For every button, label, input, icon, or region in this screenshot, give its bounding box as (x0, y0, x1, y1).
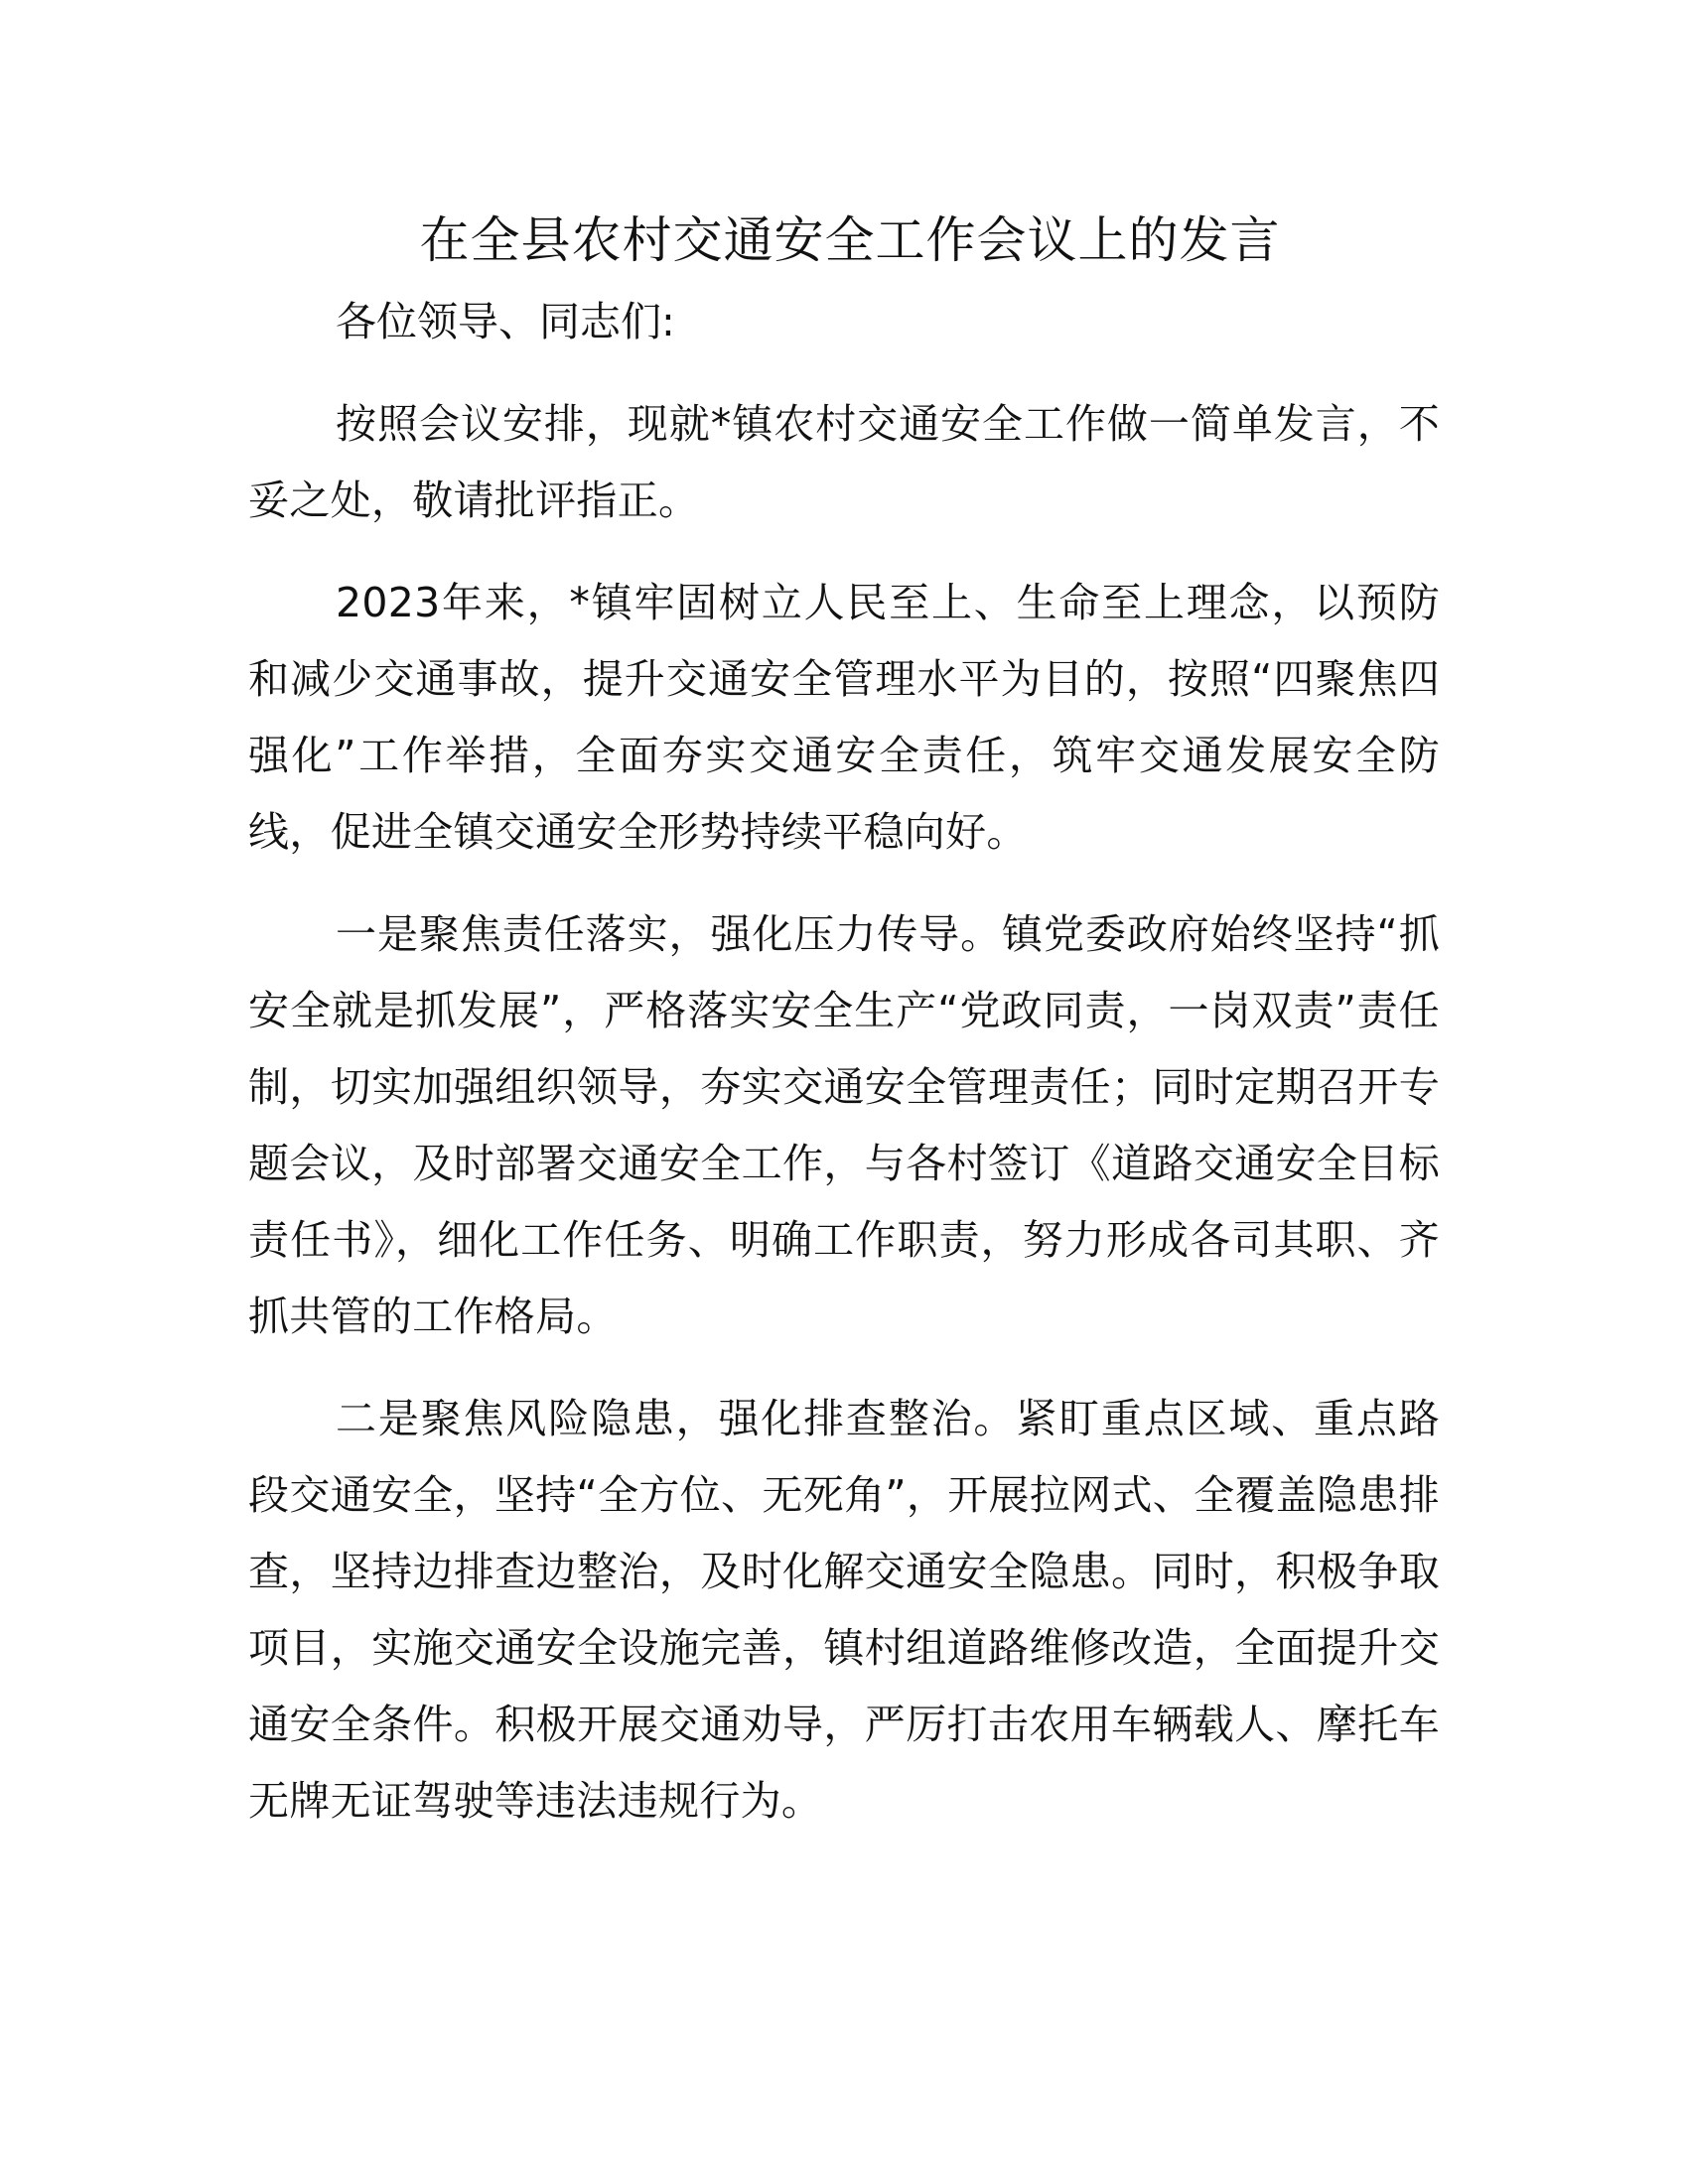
paragraph-intro: 按照会议安排，现就*镇农村交通安全工作做一简单发言，不妥之处，敬请批评指正。 (248, 400, 1440, 524)
salutation: 各位领导、同志们: (336, 298, 675, 345)
document-title: 在全县农村交通安全工作会议上的发言 (419, 211, 1281, 269)
paragraph-risk-hazards: 二是聚焦风险隐患，强化排查整治。紧盯重点区域、重点路段交通安全，坚持“全方位、无死角”，开展拉网式、全覆盖隐患排查，坚持边排查边整治，及时化解交通安全隐患。同时，积极争取项目，实施交通安全设施完善，镇村组道路维修改造，全面提升交通安全条件。积极开展交通劝导，严厉打击农用车辆载人、摩托车无牌无证驾驶等违法违规行为。 (248, 1395, 1440, 1825)
paragraph-responsibility: 一是聚焦责任落实，强化压力传导。镇党委政府始终坚持“抓安全就是抓发展”，严格落实安全生产“党政同责，一岗双责”责任制，切实加强组织领导，夯实交通安全管理责任；同时定期召开专题会议，及时部署交通安全工作，与各村签订《道路交通安全目标责任书》，细化工作任务、明确工作职责，努力形成各司其职、齐抓共管的工作格局。 (248, 910, 1440, 1340)
paragraph-overview: 2023年来，*镇牢固树立人民至上、生命至上理念，以预防和减少交通事故，提升交通安全管理水平为目的，按照“四聚焦四强化”工作举措，全面夯实交通安全责任，筑牢交通发展安全防线，促进全镇交通安全形势持续平稳向好。 (248, 579, 1440, 856)
document-page (248, 199, 1440, 1865)
